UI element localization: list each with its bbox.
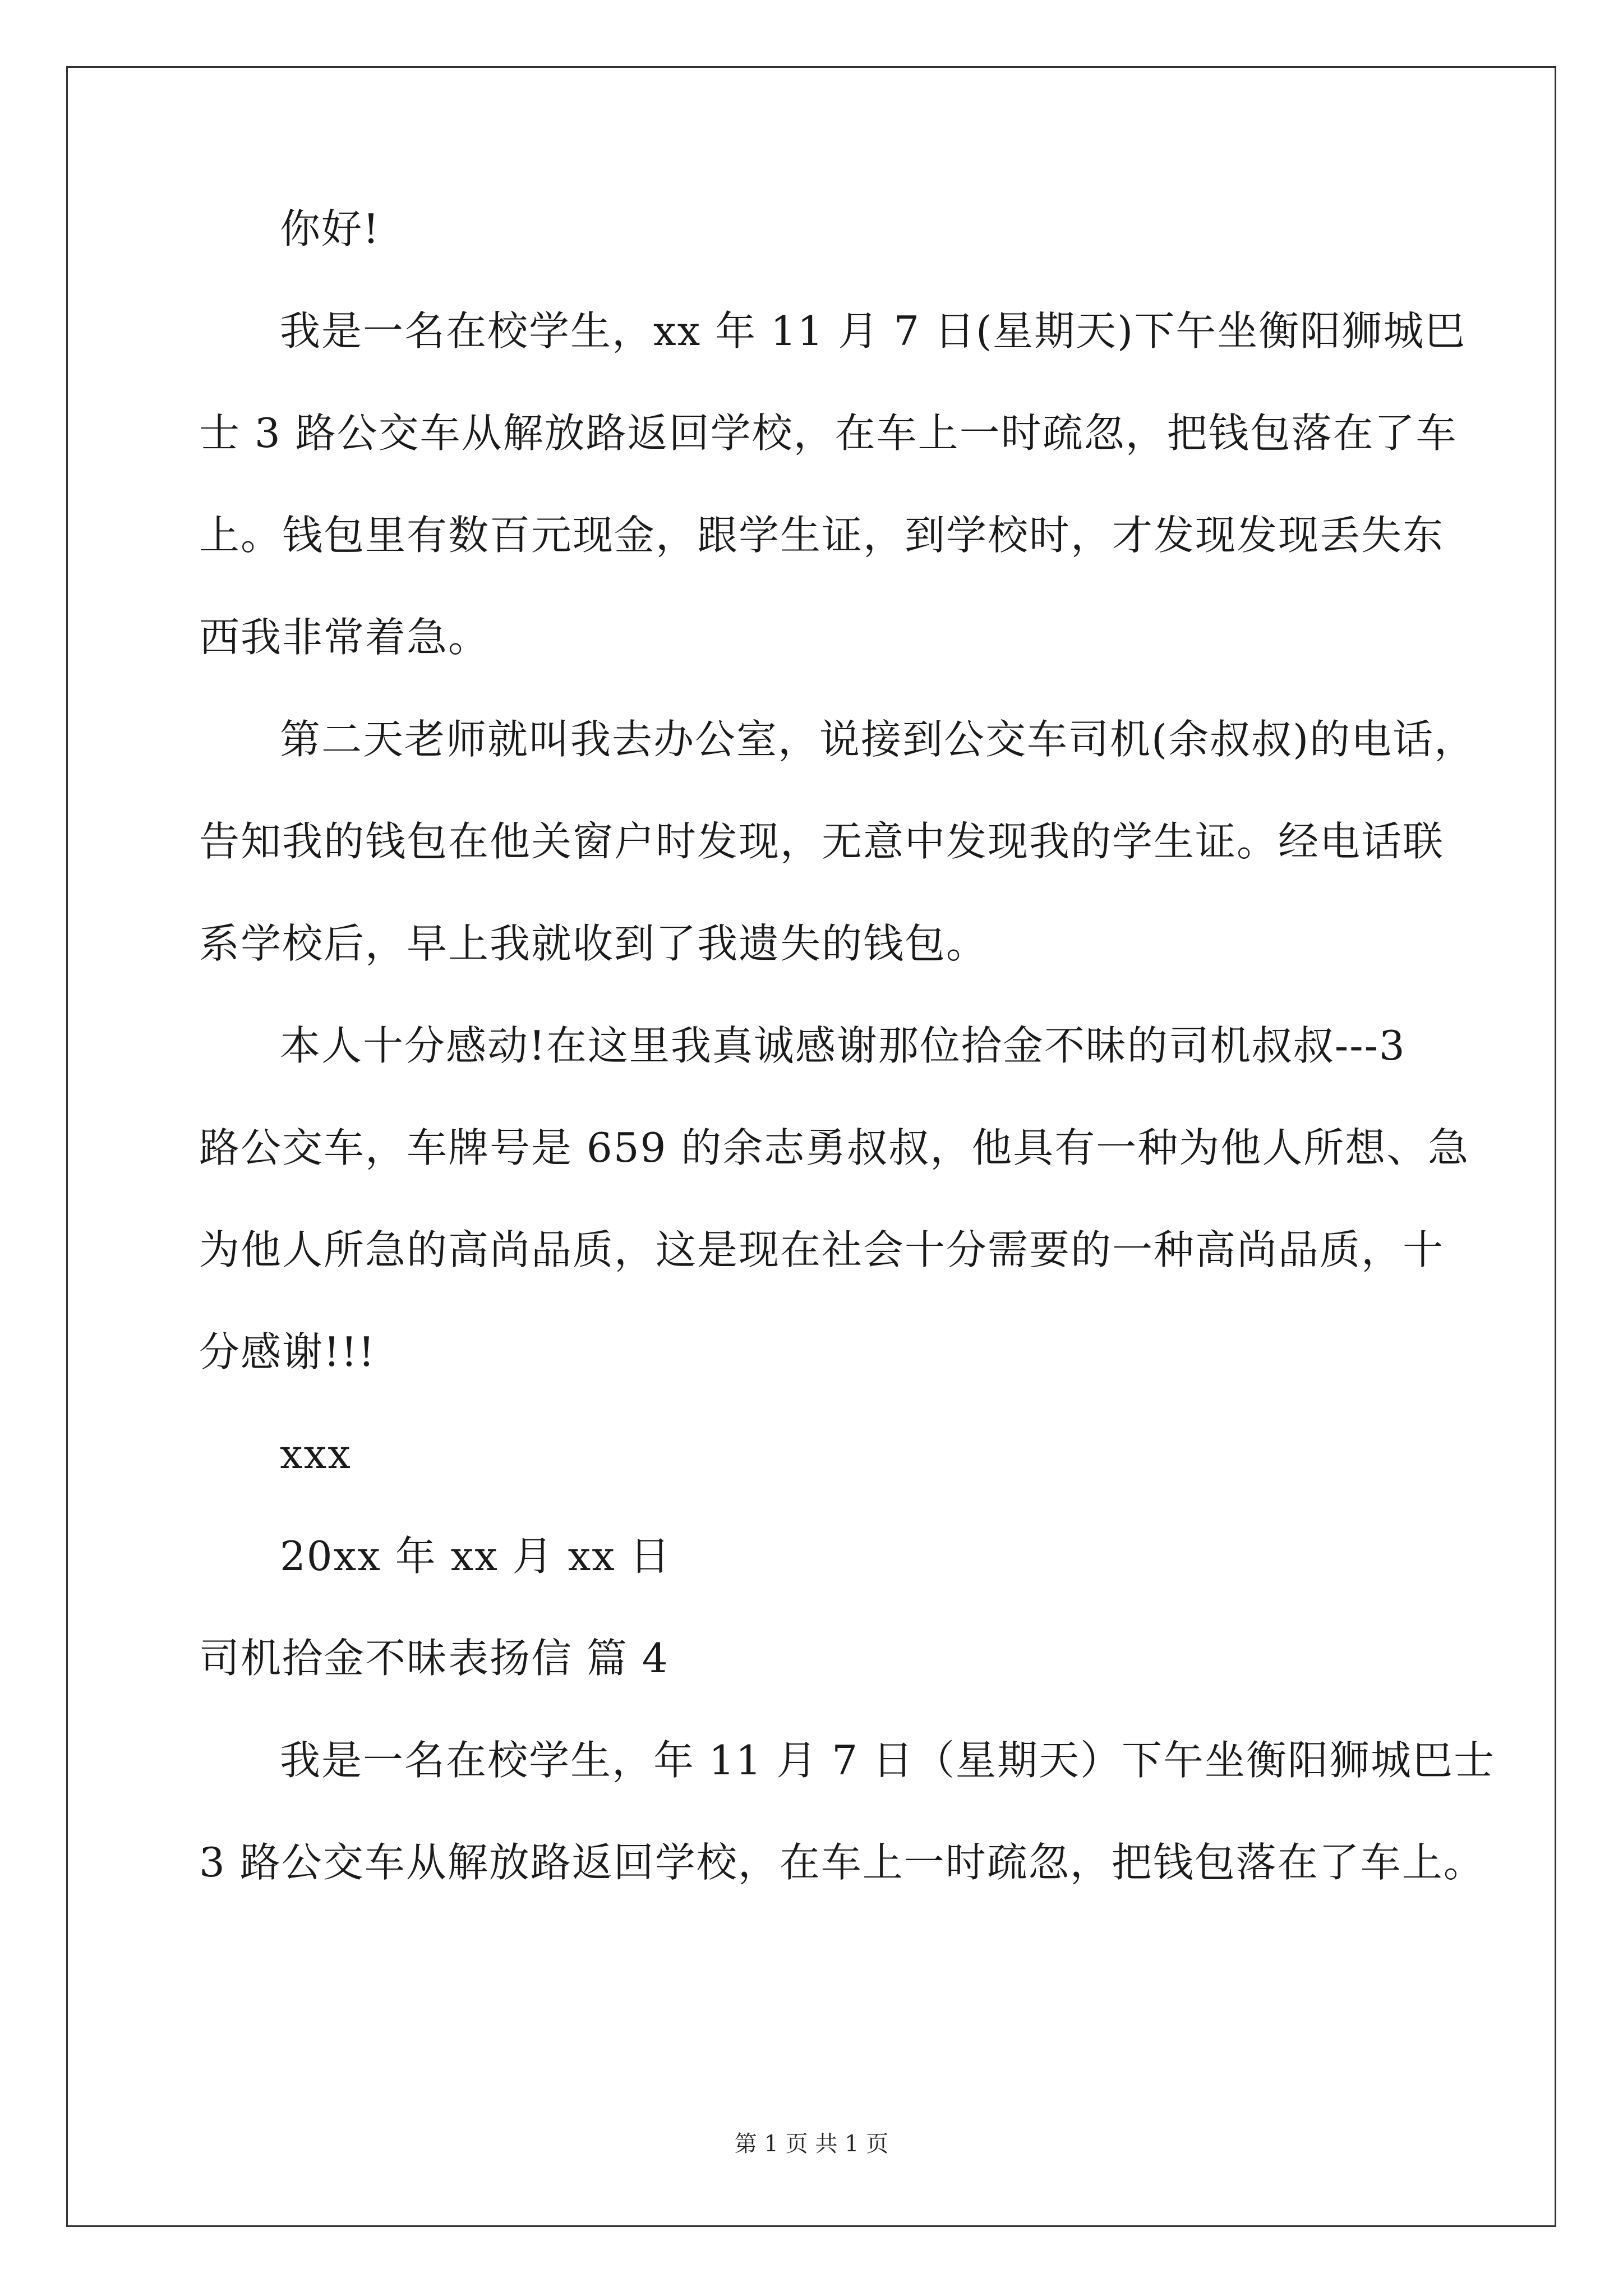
paragraph-line: 西我非常着急。 <box>199 614 490 661</box>
paragraph-line: 告知我的钱包在他关窗户时发现，无意中发现我的学生证。经电话联 <box>199 818 1445 865</box>
paragraph-line: 分感谢!!! <box>199 1328 376 1375</box>
paragraph-line: 3 路公交车从解放路返回学校，在车上一时疏忽，把钱包落在了车上。 <box>199 1839 1485 1886</box>
paragraph-line: 我是一名在校学生，年 11 月 7 日（星期天）下午坐衡阳狮城巴士 <box>280 1737 1495 1784</box>
date-line: 20xx 年 xx 月 xx 日 <box>280 1533 671 1580</box>
paragraph-line: 为他人所急的高尚品质，这是现在社会十分需要的一种高尚品质，十 <box>199 1226 1445 1273</box>
section-title: 司机拾金不昧表扬信 篇 4 <box>199 1635 669 1682</box>
paragraph-line: 系学校后，早上我就收到了我遗失的钱包。 <box>199 920 988 967</box>
paragraph-line: 第二天老师就叫我去办公室，说接到公交车司机(余叔叔)的电话， <box>280 716 1476 763</box>
signature: xxx <box>280 1430 352 1478</box>
greeting: 你好! <box>280 205 380 252</box>
page-footer: 第 1 页 共 1 页 <box>734 2131 889 2157</box>
paragraph-line: 路公交车，车牌号是 659 的余志勇叔叔，他具有一种为他人所想、急 <box>199 1124 1470 1171</box>
paragraph-line: 我是一名在校学生，xx 年 11 月 7 日(星期天)下午坐衡阳狮城巴 <box>280 307 1467 355</box>
paragraph-line: 士 3 路公交车从解放路返回学校，在车上一时疏忽，把钱包落在了车 <box>199 409 1458 457</box>
paragraph-line: 上。钱包里有数百元现金，跟学生证，到学校时，才发现发现丢失东 <box>199 512 1445 559</box>
paragraph-line: 本人十分感动!在这里我真诚感谢那位拾金不昧的司机叔叔---3 <box>280 1022 1406 1069</box>
